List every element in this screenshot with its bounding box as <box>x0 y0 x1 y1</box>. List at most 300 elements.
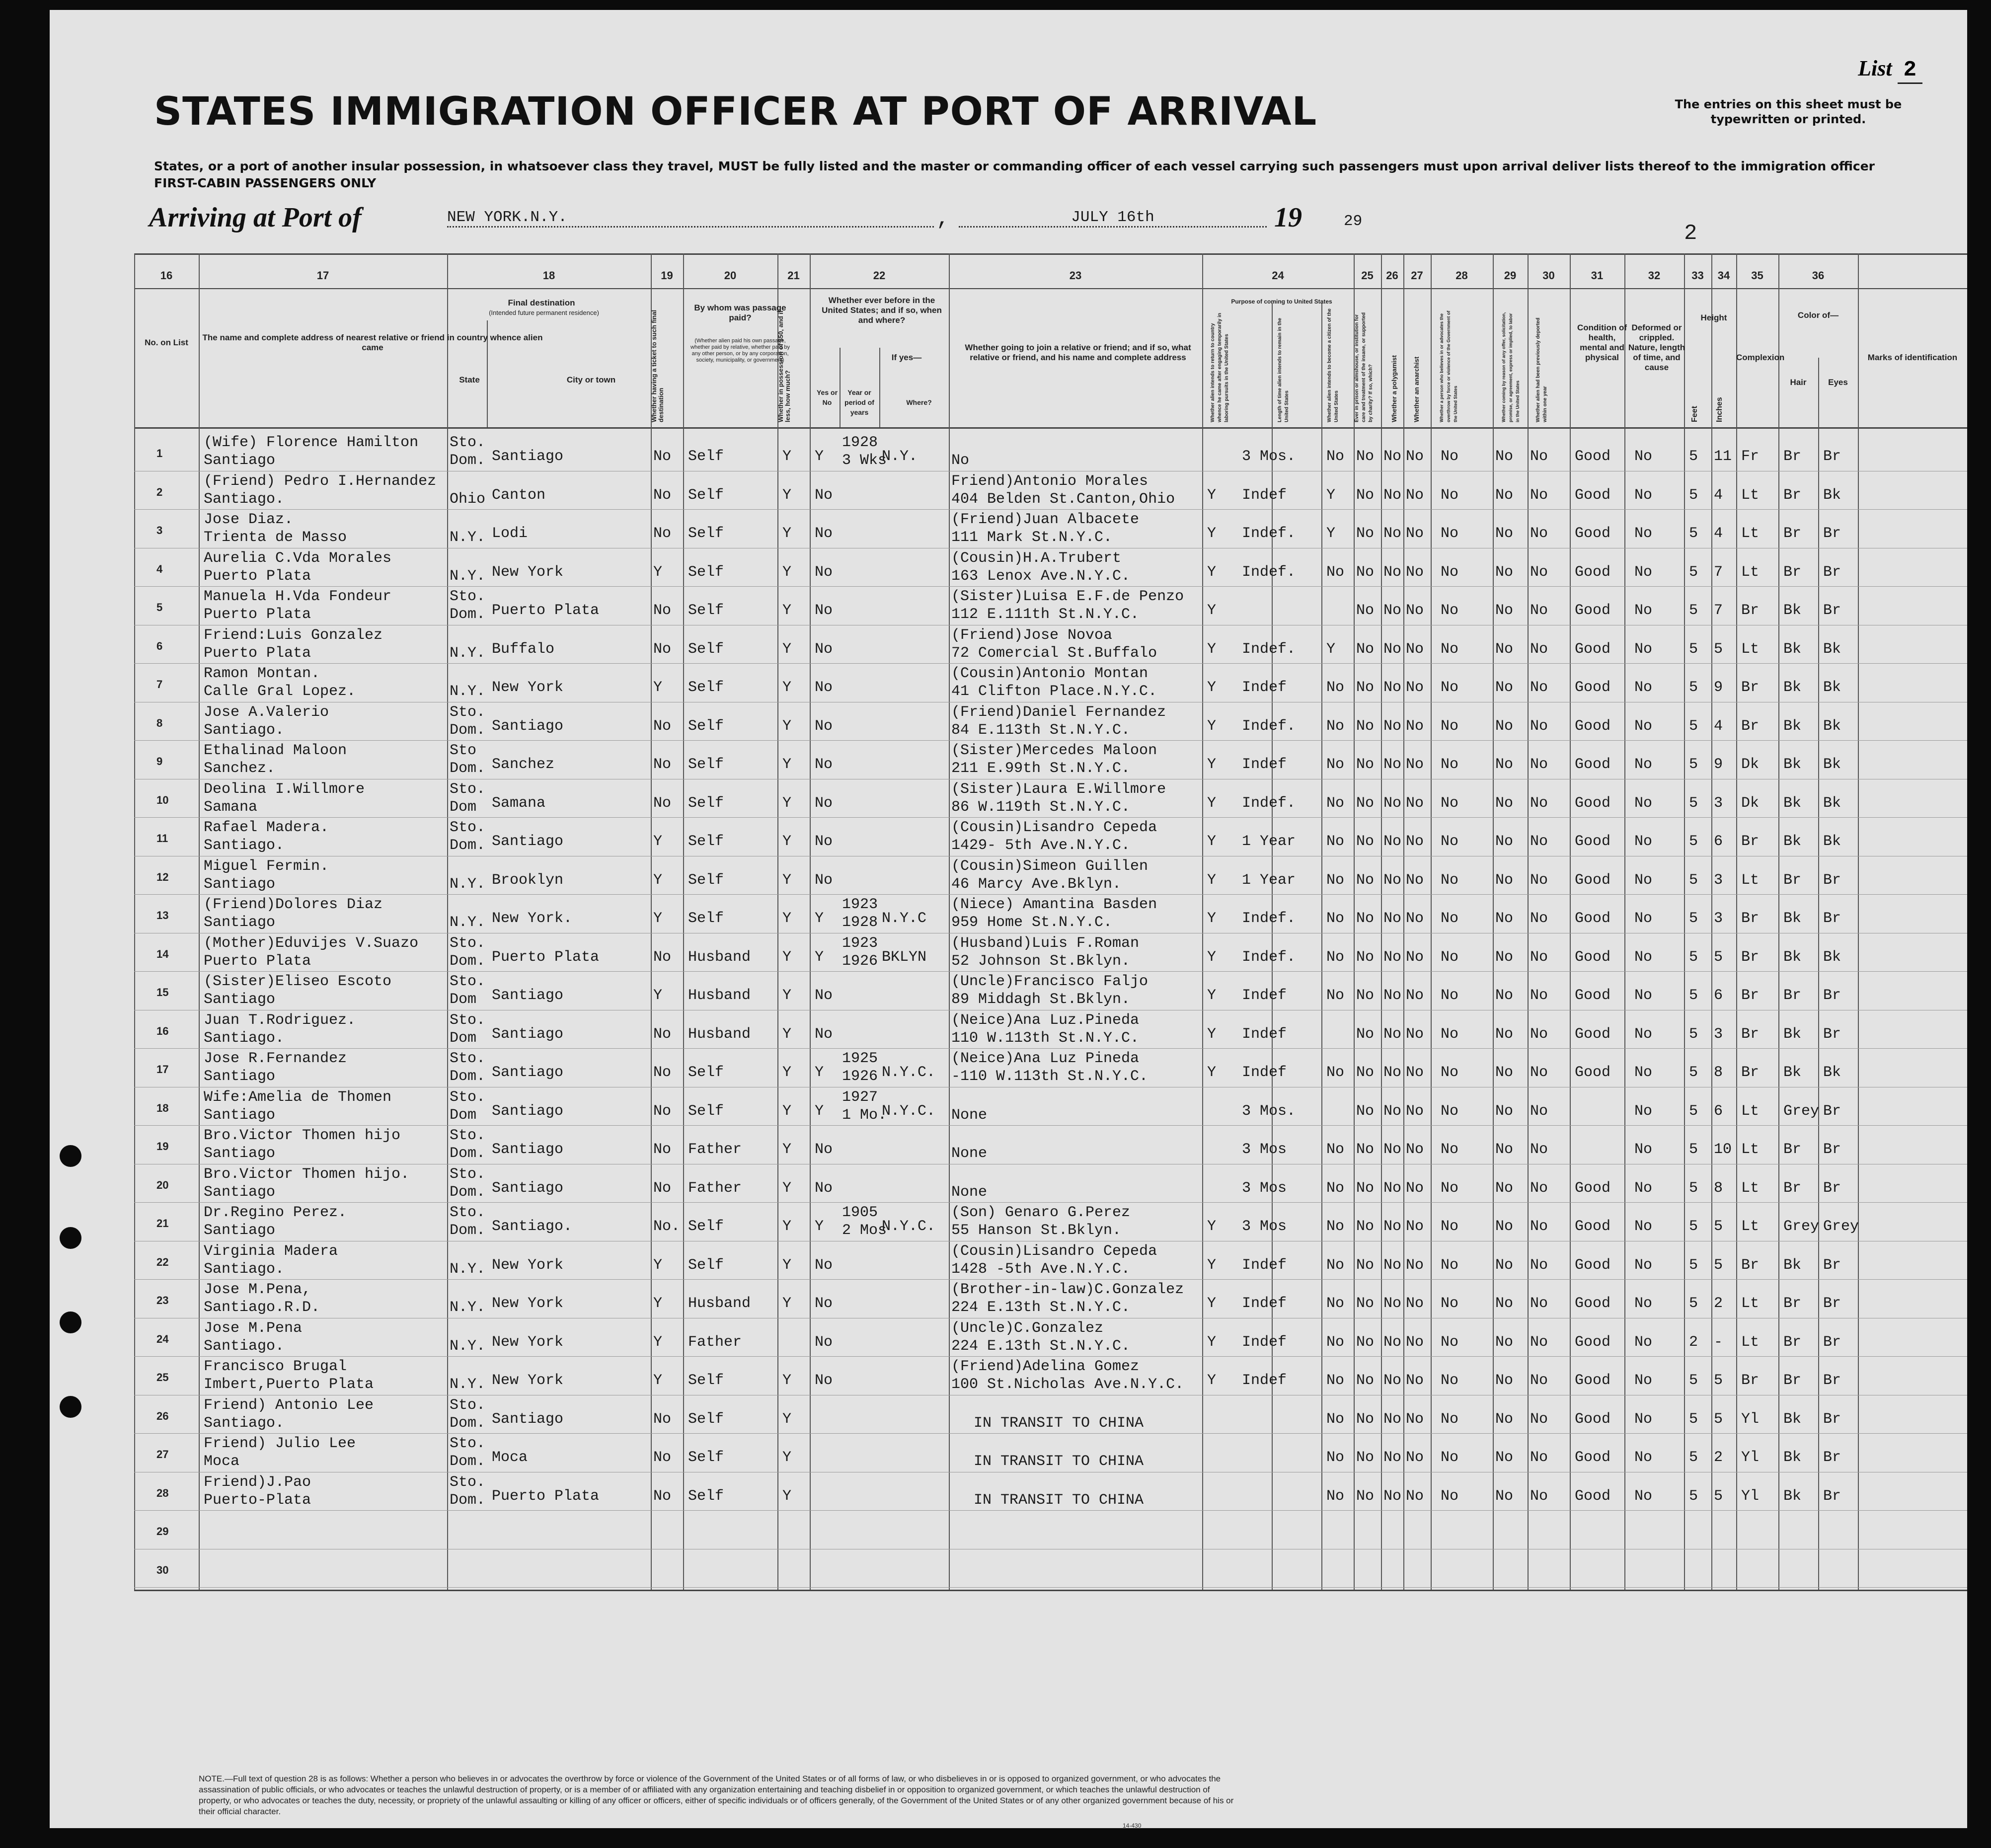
row-number: 4 <box>156 562 163 575</box>
cell-feet: 5 <box>1689 717 1698 735</box>
cell-c28: No <box>1441 1256 1459 1274</box>
cell-eyes: Bk <box>1823 794 1841 812</box>
cell-eyes: Br <box>1823 1333 1841 1351</box>
cell-p3: No <box>1326 1256 1345 1274</box>
cell-before: Y <box>815 448 824 465</box>
cell-city: Canton <box>492 486 546 504</box>
cell-complexion: Lt <box>1741 1179 1760 1197</box>
cell-state2: Dom. <box>450 1491 486 1509</box>
cell-feet: 5 <box>1689 833 1698 850</box>
cell-deformed: No <box>1634 1487 1653 1505</box>
cell-feet: 5 <box>1689 1410 1698 1428</box>
cell-c29: No <box>1495 1064 1514 1081</box>
cell-rel2: Santiago. <box>204 1414 285 1432</box>
cell-complexion: Br <box>1741 1064 1760 1081</box>
cell-state1: Sto. <box>450 1435 486 1452</box>
header-labor: Whether coming by reason of any offer, solicitation, promise, or agreement, express or implied, to labor in the United States <box>1501 312 1520 422</box>
row-line <box>134 740 1967 741</box>
cell-state1: Sto. <box>450 1165 486 1183</box>
header-deported: Whether alien had been previously deported within one year <box>1535 317 1548 422</box>
cell-c30: No <box>1530 1102 1548 1120</box>
cell-p3: No <box>1326 756 1345 773</box>
cell-eyes: Br <box>1823 1295 1841 1312</box>
cell-c29: No <box>1495 871 1514 889</box>
cell-eyes: Br <box>1823 910 1841 927</box>
cell-paid: Self <box>688 525 724 542</box>
cell-inches: 5 <box>1714 640 1723 658</box>
cell-deformed: No <box>1634 525 1653 542</box>
cell-c29: No <box>1495 717 1514 735</box>
cell-feet: 5 <box>1689 1064 1698 1081</box>
header-final-destination: Final destination <box>508 298 575 308</box>
cell-c26: No <box>1383 1102 1402 1120</box>
cell-rel2: Imbert,Puerto Plata <box>204 1376 374 1393</box>
cell-where: N.Y.C <box>882 910 927 927</box>
cell-p3: No <box>1326 987 1345 1004</box>
cell-paid: Self <box>688 756 724 773</box>
cell-c25: No <box>1356 640 1375 658</box>
cell-eyes: Br <box>1823 1449 1841 1466</box>
row-number: 6 <box>156 639 163 652</box>
cell-fifty: Y <box>782 717 792 735</box>
cell-join2: 1428 -5th Ave.N.Y.C. <box>951 1260 1131 1278</box>
cell-inches: 8 <box>1714 1179 1723 1197</box>
cell-hair: Br <box>1783 871 1802 889</box>
cell-inches: 5 <box>1714 1218 1723 1235</box>
cell-c27: No <box>1406 1141 1424 1158</box>
cell-deformed: No <box>1634 679 1653 696</box>
row-line <box>134 509 1967 510</box>
cell-state2: Dom. <box>450 721 486 739</box>
cell-before: No <box>815 679 833 696</box>
cell-rel2: Santiago <box>204 1068 276 1085</box>
cell-eyes: Br <box>1823 1410 1841 1428</box>
cell-c25: No <box>1356 1179 1375 1197</box>
row-number: 12 <box>156 870 169 883</box>
cell-before: No <box>815 1256 833 1274</box>
cell-p2: 1 Year <box>1242 871 1296 889</box>
cell-hair: Bk <box>1783 602 1802 619</box>
cell-rel2: Santiago <box>204 914 276 931</box>
cell-before: No <box>815 756 833 773</box>
cell-fifty: Y <box>782 871 792 889</box>
header-purpose-b: Length of time alien intends to remain in the United States <box>1277 317 1290 422</box>
cell-ticket: Y <box>653 1295 663 1312</box>
cell-c30: No <box>1530 602 1548 619</box>
column-divider <box>1202 253 1203 1590</box>
cell-state2: Dom. <box>450 952 486 970</box>
cell-health: Good <box>1575 1372 1611 1389</box>
column-divider <box>1493 253 1494 1590</box>
cell-c26: No <box>1383 717 1402 735</box>
column-divider <box>1570 253 1571 1590</box>
cell-c29: No <box>1495 1410 1514 1428</box>
cell-eyes: Bk <box>1823 486 1841 504</box>
cell-c29: No <box>1495 1025 1514 1043</box>
cell-c30: No <box>1530 987 1548 1004</box>
arriving-label: Arriving at Port of <box>149 202 362 233</box>
cell-c27: No <box>1406 948 1424 966</box>
cell-complexion: Yl <box>1741 1449 1760 1466</box>
row-number: 14 <box>156 947 169 960</box>
cell-rel1: Deolina I.Willmore <box>204 780 365 798</box>
cell-state1: Sto. <box>450 934 486 952</box>
cell-complexion: Lt <box>1741 1102 1760 1120</box>
cell-c28: No <box>1441 948 1459 966</box>
cell-year1: 1905 <box>842 1204 878 1221</box>
cell-city: New York <box>492 1295 564 1312</box>
cell-c26: No <box>1383 1218 1402 1235</box>
cell-hair: Bk <box>1783 717 1802 735</box>
cell-deformed: No <box>1634 486 1653 504</box>
cell-c29: No <box>1495 1295 1514 1312</box>
cell-health: Good <box>1575 987 1611 1004</box>
row-line <box>134 1510 1967 1511</box>
cell-p1: Y <box>1207 1218 1217 1235</box>
cell-deformed: No <box>1634 1372 1653 1389</box>
cell-c30: No <box>1530 1333 1548 1351</box>
cell-deformed: No <box>1634 1025 1653 1043</box>
cell-join2: 100 St.Nicholas Ave.N.Y.C. <box>951 1376 1184 1393</box>
cell-rel1: Friend)J.Pao <box>204 1473 311 1491</box>
cell-rel1: (Mother)Eduvijes V.Suazo <box>204 934 419 952</box>
cell-feet: 5 <box>1689 1487 1698 1505</box>
cell-city: Santiago <box>492 1179 564 1197</box>
cell-city: Santiago <box>492 1025 564 1043</box>
cell-p1: Y <box>1207 910 1217 927</box>
cell-complexion: Yl <box>1741 1410 1760 1428</box>
cell-paid: Father <box>688 1333 742 1351</box>
cell-fifty: Y <box>782 1141 792 1158</box>
cell-rel2: Puerto-Plata <box>204 1491 311 1509</box>
cell-rel1: Dr.Regino Perez. <box>204 1204 347 1221</box>
cell-paid: Husband <box>688 1025 751 1043</box>
cell-join2: 86 W.119th St.N.Y.C. <box>951 798 1131 816</box>
cell-c27: No <box>1406 1410 1424 1428</box>
cell-c25: No <box>1356 794 1375 812</box>
row-line <box>134 1125 1967 1126</box>
header-marks: Marks of identification <box>1867 353 1958 362</box>
cell-join2: 163 Lenox Ave.N.Y.C. <box>951 567 1131 585</box>
cell-c27: No <box>1406 987 1424 1004</box>
cell-eyes: Br <box>1823 448 1841 465</box>
cell-feet: 5 <box>1689 1449 1698 1466</box>
cell-hair: Br <box>1783 486 1802 504</box>
cell-c27: No <box>1406 486 1424 504</box>
cell-inches: - <box>1714 1333 1723 1351</box>
cell-fifty: Y <box>782 1449 792 1466</box>
cell-c30: No <box>1530 1179 1548 1197</box>
cell-c29: No <box>1495 1218 1514 1235</box>
cell-state2: Dom <box>450 1106 477 1124</box>
cell-eyes: Bk <box>1823 717 1841 735</box>
cell-eyes: Br <box>1823 525 1841 542</box>
cell-city: Brooklyn <box>492 871 564 889</box>
header-year-period: Year or period of years <box>844 388 874 416</box>
cell-state1: Sto. <box>450 703 486 721</box>
cell-paid: Husband <box>688 1295 751 1312</box>
cell-p3: No <box>1326 794 1345 812</box>
cell-hair: Br <box>1783 1295 1802 1312</box>
column-number: 23 <box>1069 269 1082 282</box>
cell-join2: 55 Hanson St.Bklyn. <box>951 1222 1122 1239</box>
cell-feet: 5 <box>1689 1218 1698 1235</box>
cell-join1: (Sister)Luisa E.F.de Penzo <box>951 588 1184 605</box>
footnote: NOTE.—Full text of question 28 is as follows: Whether a person who believes in or advocates the overthrow by force or violence of the Government of the United States or of all forms of law, or who disbelieves in or is opposed to organized government, or who advocates the assassination of public officials, or who advocates or teaches the unlawful destruction of property, or is a member of or affiliated with any organization entertaining and teaching disbelief in or opposition to organized government, or which teaches the unlawful destruction of property, or who advocates or teaches the duty, necessity, or propriety of the unlawful assaulting or killing of any officer or officers, either of specific individuals or of officers generally, of the Government of the United States or of any other organized government because of his or their official character. <box>199 1774 1234 1816</box>
cell-p2: 3 Mos <box>1242 1141 1287 1158</box>
cell-p2: Indef. <box>1242 640 1296 658</box>
cell-join2: -110 W.113th St.N.Y.C. <box>951 1068 1149 1085</box>
cell-p1: Y <box>1207 602 1217 619</box>
cell-complexion: Yl <box>1741 1487 1760 1505</box>
row-number: 7 <box>156 678 163 691</box>
cell-join2: 89 Middagh St.Bklyn. <box>951 991 1131 1008</box>
cell-p3: No <box>1326 1218 1345 1235</box>
column-divider <box>1624 253 1625 1590</box>
cell-c28: No <box>1441 1218 1459 1235</box>
cell-state1: Sto <box>450 742 477 759</box>
cell-c28: No <box>1441 794 1459 812</box>
cell-c27: No <box>1406 1487 1424 1505</box>
cell-paid: Self <box>688 1449 724 1466</box>
cell-hair: Bk <box>1783 1064 1802 1081</box>
port-field <box>447 209 934 228</box>
cell-state2: N.Y. <box>450 529 486 546</box>
row-number: 8 <box>156 716 163 729</box>
cell-c26: No <box>1383 833 1402 850</box>
cell-state2: N.Y. <box>450 683 486 700</box>
cell-city: Santiago. <box>492 1218 573 1235</box>
cell-inches: 9 <box>1714 679 1723 696</box>
typing-note: The entries on this sheet must be typewritten or printed. <box>1675 97 1902 126</box>
cell-p3: No <box>1326 1179 1345 1197</box>
cell-c25: No <box>1356 679 1375 696</box>
cell-rel1: Miguel Fermin. <box>204 857 329 875</box>
cell-health: Good <box>1575 910 1611 927</box>
cell-hair: Bk <box>1783 1025 1802 1043</box>
cell-c26: No <box>1383 871 1402 889</box>
cell-join2: 111 Mark St.N.Y.C. <box>951 529 1113 546</box>
row-number: 10 <box>156 793 169 806</box>
cell-city: Puerto Plata <box>492 602 600 619</box>
cell-p2: Indef <box>1242 987 1287 1004</box>
cell-feet: 5 <box>1689 525 1698 542</box>
cell-paid: Self <box>688 910 724 927</box>
cell-inches: 5 <box>1714 1372 1723 1389</box>
cell-complexion: Dk <box>1741 794 1760 812</box>
column-number: 18 <box>542 269 555 282</box>
cell-feet: 5 <box>1689 1025 1698 1043</box>
cell-city: Santiago <box>492 1102 564 1120</box>
cell-p1: Y <box>1207 525 1217 542</box>
cell-p3: Y <box>1326 640 1336 658</box>
cell-c29: No <box>1495 602 1514 619</box>
cell-rel1: (Friend) Pedro I.Hernandez <box>204 472 437 490</box>
cell-p1: Y <box>1207 640 1217 658</box>
cell-rel1: Ethalinad Maloon <box>204 742 347 759</box>
row-number: 16 <box>156 1024 169 1037</box>
row-line <box>134 1279 1967 1280</box>
cell-fifty: Y <box>782 563 792 581</box>
cell-rel2: Santiago.R.D. <box>204 1299 320 1316</box>
cell-state2: Dom. <box>450 1453 486 1470</box>
cell-ticket: No <box>653 1025 672 1043</box>
cell-rel2: Santiago. <box>204 837 285 854</box>
cell-rel1: Friend) Antonio Lee <box>204 1396 374 1414</box>
cell-paid: Self <box>688 1064 724 1081</box>
cell-c27: No <box>1406 1218 1424 1235</box>
cell-c28: No <box>1441 525 1459 542</box>
cell-inches: 7 <box>1714 563 1723 581</box>
cell-ticket: Y <box>653 910 663 927</box>
cell-c25: No <box>1356 525 1375 542</box>
cell-health: Good <box>1575 602 1611 619</box>
cell-state2: Dom <box>450 991 477 1008</box>
cell-c27: No <box>1406 563 1424 581</box>
cell-city: New York <box>492 563 564 581</box>
cell-c26: No <box>1383 1333 1402 1351</box>
cell-state2: N.Y. <box>450 1299 486 1316</box>
cell-c30: No <box>1530 640 1548 658</box>
cell-rel2: Sanchez. <box>204 760 276 777</box>
cell-c27: No <box>1406 1372 1424 1389</box>
cell-c28: No <box>1441 1410 1459 1428</box>
cell-c29: No <box>1495 1333 1514 1351</box>
cell-paid: Self <box>688 871 724 889</box>
cell-rel1: Juan T.Rodriguez. <box>204 1011 356 1029</box>
cell-year1: 1927 <box>842 1088 878 1106</box>
row-line <box>134 817 1967 818</box>
cell-deformed: No <box>1634 1256 1653 1274</box>
cell-c25: No <box>1356 1449 1375 1466</box>
cell-p3: No <box>1326 1064 1345 1081</box>
cell-deformed: No <box>1634 833 1653 850</box>
cell-c25: No <box>1356 1410 1375 1428</box>
cell-c30: No <box>1530 871 1548 889</box>
cell-p2: Indef <box>1242 1025 1287 1043</box>
cell-c29: No <box>1495 679 1514 696</box>
column-number: 26 <box>1386 269 1398 282</box>
cell-join2: 211 E.99th St.N.Y.C. <box>951 760 1131 777</box>
cell-state2: N.Y. <box>450 1260 486 1278</box>
cell-state2: N.Y. <box>450 1376 486 1393</box>
cell-ticket: No <box>653 717 672 735</box>
cell-c25: No <box>1356 717 1375 735</box>
cell-join1: Friend)Antonio Morales <box>951 472 1149 490</box>
cell-city: Lodi <box>492 525 528 542</box>
cell-c29: No <box>1495 756 1514 773</box>
cell-state2: Dom. <box>450 1145 486 1162</box>
cell-c25: No <box>1356 1333 1375 1351</box>
cell-year2: 2 Mos <box>842 1222 887 1239</box>
header-if-yes: If yes— <box>891 353 922 362</box>
cell-state2: Dom. <box>450 1183 486 1201</box>
cell-p2: 3 Mos <box>1242 1218 1287 1235</box>
cell-c30: No <box>1530 717 1548 735</box>
cell-city: New York <box>492 679 564 696</box>
cell-c26: No <box>1383 640 1402 658</box>
intro-line-2: FIRST-CABIN PASSENGERS ONLY <box>154 176 377 190</box>
cell-complexion: Br <box>1741 910 1760 927</box>
date-field <box>959 209 1267 228</box>
cell-hair: Br <box>1783 1141 1802 1158</box>
date-value: JULY 16th <box>1071 209 1154 226</box>
cell-rel1: Jose A.Valerio <box>204 703 329 721</box>
cell-c25: No <box>1356 1372 1375 1389</box>
arrival-line <box>149 202 362 233</box>
header-yes-or-no: Yes or No <box>816 388 838 406</box>
cell-rel2: Samana <box>204 798 258 816</box>
cell-feet: 5 <box>1689 756 1698 773</box>
cell-before: No <box>815 987 833 1004</box>
cell-state2: Dom. <box>450 837 486 854</box>
cell-before: No <box>815 640 833 658</box>
cell-year2: 1926 <box>842 952 878 970</box>
cell-health: Good <box>1575 1295 1611 1312</box>
cell-inches: 3 <box>1714 1025 1723 1043</box>
cell-city: Santiago <box>492 448 564 465</box>
cell-c27: No <box>1406 1333 1424 1351</box>
cell-state1: Sto. <box>450 1396 486 1414</box>
column-number: 21 <box>787 269 800 282</box>
cell-rel2: Puerto Plata <box>204 952 311 970</box>
cell-inches: 11 <box>1714 448 1732 465</box>
cell-c28: No <box>1441 1487 1459 1505</box>
header-purpose-c: Whether alien intends to become a citizen of the United States <box>1327 308 1339 422</box>
header-complexion: Complexion <box>1736 353 1785 362</box>
cell-deformed: No <box>1634 640 1653 658</box>
column-number: 27 <box>1411 269 1423 282</box>
row-number: 18 <box>156 1101 169 1114</box>
column-number: 31 <box>1591 269 1604 282</box>
cell-fifty: Y <box>782 1064 792 1081</box>
cell-c26: No <box>1383 1372 1402 1389</box>
cell-c26: No <box>1383 1025 1402 1043</box>
cell-fifty: Y <box>782 987 792 1004</box>
cell-before: No <box>815 525 833 542</box>
cell-c26: No <box>1383 1179 1402 1197</box>
cell-join2: None <box>951 1145 988 1162</box>
row-line <box>134 1356 1967 1357</box>
cell-join1: (Cousin)Lisandro Cepeda <box>951 819 1157 836</box>
cell-rel2: Santiago <box>204 991 276 1008</box>
header-overthrow: Whether a person who believes in or advocates the overthrow by force or violence of the Government of the United States <box>1439 310 1458 422</box>
cell-c25: No <box>1356 1256 1375 1274</box>
cell-before: No <box>815 602 833 619</box>
cell-c29: No <box>1495 486 1514 504</box>
cell-join2: 46 Marcy Ave.Bklyn. <box>951 875 1122 893</box>
cell-state1: Sto. <box>450 1050 486 1067</box>
column-number: 34 <box>1717 269 1730 282</box>
cell-ticket: No <box>653 794 672 812</box>
cell-c25: No <box>1356 448 1375 465</box>
cell-c25: No <box>1356 833 1375 850</box>
cell-health: Good <box>1575 640 1611 658</box>
cell-health: Good <box>1575 525 1611 542</box>
cell-p2: Indef. <box>1242 948 1296 966</box>
row-number: 2 <box>156 485 163 498</box>
cell-ticket: No <box>653 1141 672 1158</box>
cell-health: Good <box>1575 679 1611 696</box>
cell-paid: Self <box>688 1372 724 1389</box>
cell-p3: No <box>1326 910 1345 927</box>
cell-c29: No <box>1495 448 1514 465</box>
cell-before: No <box>815 794 833 812</box>
cell-join2: IN TRANSIT TO CHINA <box>974 1453 1144 1470</box>
cell-ticket: No <box>653 1487 672 1505</box>
list-label <box>1858 56 1922 82</box>
cell-city: Puerto Plata <box>492 1487 600 1505</box>
